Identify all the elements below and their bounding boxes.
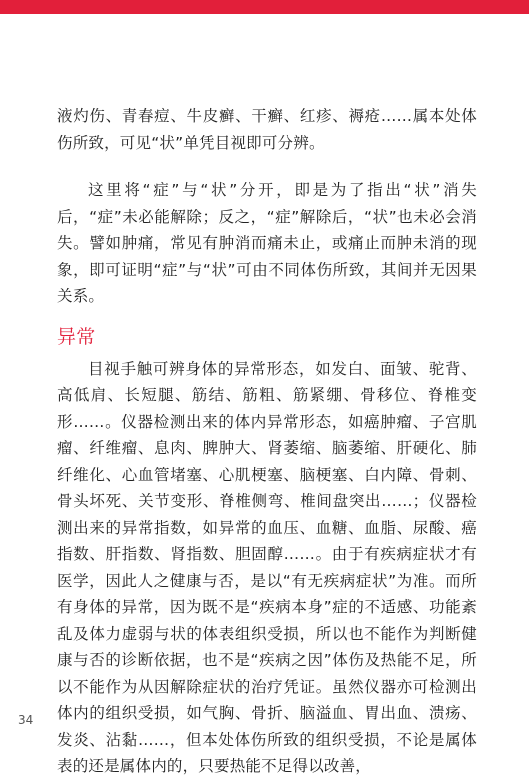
page-body — [57, 103, 477, 780]
paragraph-continued: 液灼伤、青春痘、牛皮癣、干癣、红疹、褥疮……属本处体伤所致，可见“状”单凭目视即可分辨。 — [57, 107, 477, 152]
page-number: 34 — [18, 713, 34, 727]
top-accent-bar — [0, 0, 529, 14]
paragraph-symptom-distinction: 这里将“症”与“状”分开，即是为了指出“状”消失后，“症”未必能解除；反之，“症”解除后，“状”也未必会消失。譬如肿痛，常见有肿消而痛未止，或痛止而肿未消的现象，即可证明“症”与“状”可由不同体伤所致，其间并无因果关系。 — [57, 181, 477, 305]
section-heading-abnormal: 异常 — [57, 325, 96, 348]
paragraph-abnormal-forms: 目视手触可辨身体的异常形态，如发白、面皱、驼背、高低肩、长短腿、筋结、筋粗、筋紧绷、骨移位、脊椎变形……。仪器检测出来的体内异常形态，如癌肿瘤、子宫肌瘤、纤维瘤、息肉、脾肿大、肾萎缩、脑萎缩、肝硬化、肺纤维化、心血管堵塞、心肌梗塞、脑梗塞、白内障、骨刺、骨头坏死、关节变形、脊椎侧弯、椎间盘突出……；仪器检测出来的异常指数，如异常的血压、血糖、血脂、尿酸、癌指数、肝指数、肾指数、胆固醇……。由于有疾病症状才有医学，因此人之健康与否，是以“有无疾病症状”为准。而所有身体的异常，因为既不是“疾病本身”症的不适感、功能紊乱及体力虚弱与状的体表组织受损，所以也不能作为判断健康与否的诊断依据，也不是“疾病之因”体伤及热能不足，所以不能作为从因解除症状的治疗凭证。虽然仪器亦可检测出体内的组织受损，如气胸、骨折、脑溢血、胃出血、溃疡、发炎、沾黏……，但本处体伤所致的组织受损，不论是属体表的还是属体内的，只要热能不足得以改善， — [57, 359, 477, 775]
